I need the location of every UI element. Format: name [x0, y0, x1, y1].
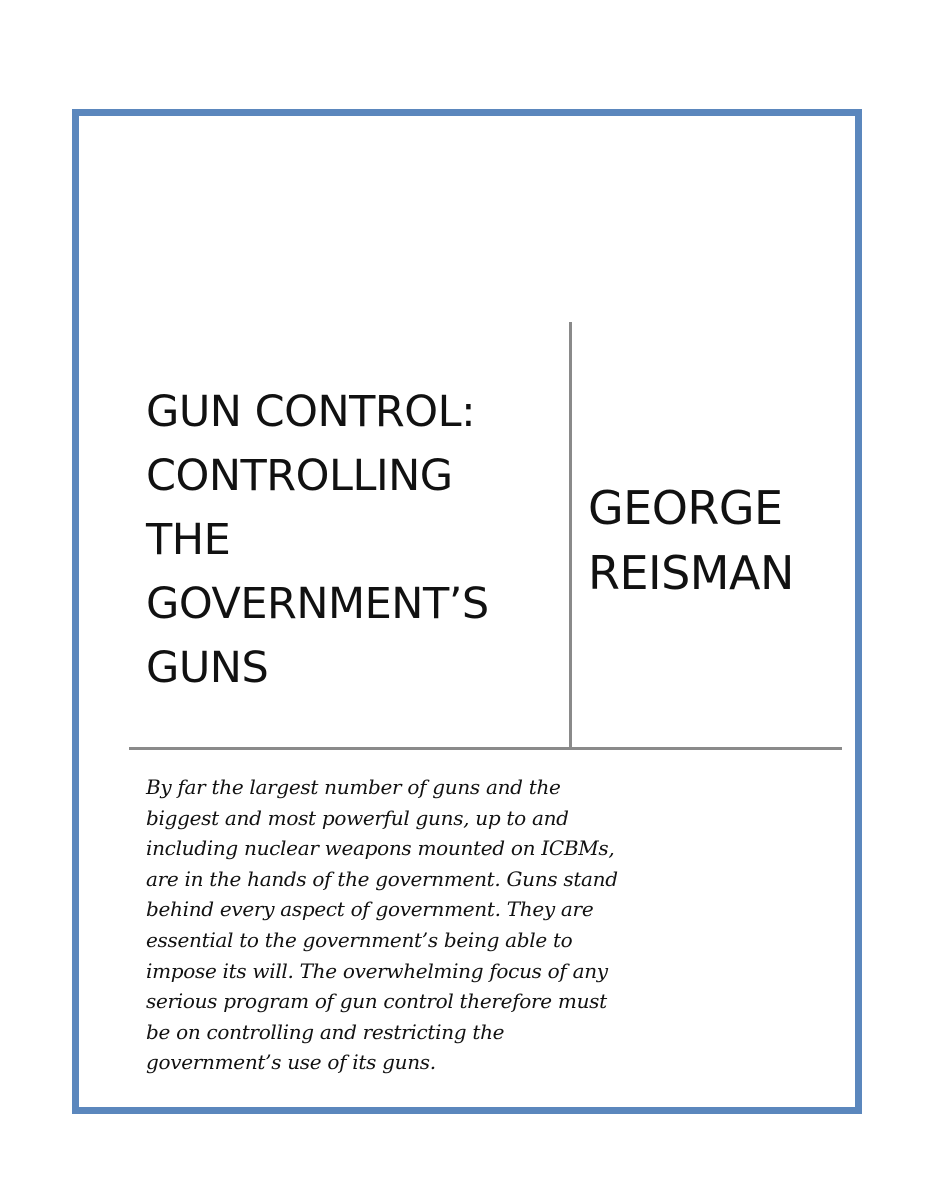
book-blurb [146, 772, 706, 1078]
blurb-line: government’s use of its guns. [146, 1050, 436, 1075]
blurb-line: biggest and most powerful guns, up to and [146, 805, 569, 830]
blurb-line: are in the hands of the government. Guns stand [146, 866, 618, 891]
blurb-line: By far the largest number of guns and the [146, 775, 561, 799]
blurb-line: including nuclear weapons mounted on ICBMs, [146, 836, 615, 861]
author-name [588, 476, 838, 606]
book-title [146, 380, 566, 700]
blurb-line: be on controlling and restricting the [146, 1019, 505, 1044]
horizontal-divider [129, 747, 842, 750]
author-line: REISMAN [588, 546, 794, 600]
title-line: GUNS [146, 643, 269, 693]
author-line: GEORGE [588, 481, 783, 535]
vertical-divider [569, 322, 572, 749]
blurb-line: behind every aspect of government. They are [146, 897, 594, 922]
title-line: CONTROLLING [146, 451, 453, 501]
blurb-line: serious program of gun control therefore must [146, 989, 607, 1014]
title-line: GOVERNMENT’S [146, 579, 489, 629]
title-line: GUN CONTROL: [146, 387, 476, 437]
blurb-line: essential to the government’s being able to [146, 927, 573, 952]
title-line: THE [146, 515, 231, 565]
blurb-line: impose its will. The overwhelming focus of any [146, 958, 608, 983]
